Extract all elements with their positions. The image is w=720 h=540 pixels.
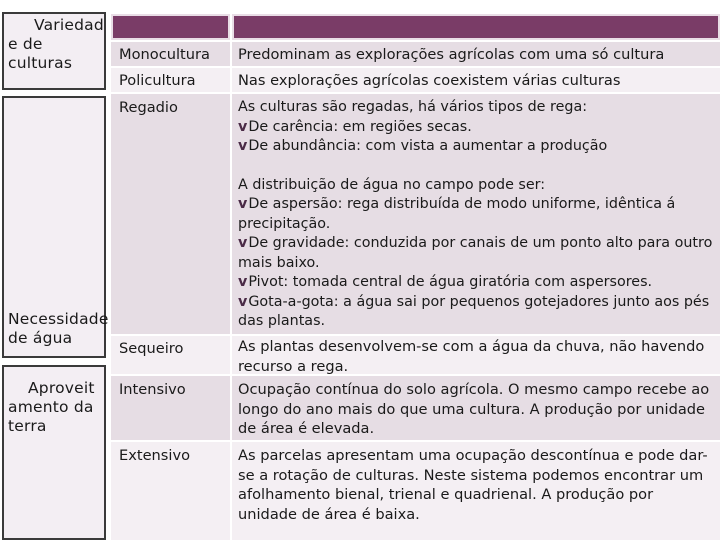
category-label-line: terra — [8, 417, 47, 435]
table-row-sequeiro — [111, 336, 720, 374]
term-cell: Monocultura — [111, 42, 230, 66]
bullet-item — [238, 137, 714, 157]
table-row-monocultura — [111, 42, 720, 66]
diamond-bullet-icon: v — [238, 196, 248, 212]
description-cell — [232, 94, 720, 334]
term-cell: Extensivo — [111, 442, 230, 540]
table-row-regadio — [111, 94, 720, 334]
category-label-line: e de — [8, 35, 43, 53]
category-label-line: Variedad — [34, 16, 104, 34]
description-cell: As plantas desenvolvem-se com a água da chuva, não havendo recurso a rega. — [232, 336, 720, 374]
category-label-line: Aproveit — [28, 379, 95, 397]
description-cell: Predominam as explorações agrícolas com uma só cultura — [232, 42, 720, 66]
bullet-text: De carência: em regiões secas. — [248, 118, 472, 135]
bullet-item — [238, 118, 714, 138]
table-row-intensivo — [111, 376, 720, 440]
category-label-line: de água — [8, 329, 73, 347]
diamond-bullet-icon: v — [238, 274, 248, 290]
diamond-bullet-icon: v — [238, 138, 248, 154]
bullet-text: Pivot: tomada central de água giratória com aspersores. — [248, 274, 653, 290]
description-cell: Nas explorações agrícolas coexistem várias culturas — [232, 68, 720, 92]
category-aproveitamento-da-terra — [2, 365, 106, 540]
table-row-extensivo — [111, 442, 720, 540]
term-cell: Intensivo — [111, 376, 230, 440]
category-necessidade-de-agua — [2, 96, 109, 358]
table-header-cell-description — [232, 14, 720, 40]
description-cell: Ocupação contínua do solo agrícola. O mesmo campo recebe ao longo do ano mais do que uma cultura. A produção por unidade de área é elevada. — [232, 376, 720, 440]
category-label-line: culturas — [8, 54, 73, 72]
term-cell: Regadio — [111, 94, 230, 334]
diamond-bullet-icon: v — [238, 293, 248, 310]
bullet-item — [238, 195, 714, 234]
category-variedade-de-culturas — [2, 12, 106, 90]
spacer — [238, 157, 714, 176]
term-cell: Policultura — [111, 68, 230, 92]
bullet-text: Gota-a-gota: a água sai por pequenos gotejadores junto aos pés das plantas. — [238, 293, 710, 329]
term-cell: Sequeiro — [111, 336, 230, 374]
table-header-cell-term — [111, 14, 230, 40]
category-label — [8, 310, 109, 348]
bullet-text: De abundância: com vista a aumentar a produção — [248, 138, 608, 154]
category-label-line: Necessidade — [8, 310, 109, 328]
left-category-column — [0, 0, 110, 540]
diamond-bullet-icon: v — [238, 235, 248, 251]
description-cell: As parcelas apresentam uma ocupação descontínua e pode dar-se a rotação de culturas. Neste sistema podemos encontrar um afolhamento bienal, trienal e quadrienal. A produção por unidade de área é baixa. — [232, 442, 720, 540]
description-line: As culturas são regadas, há vários tipos de rega: — [238, 99, 588, 115]
bullet-text: De gravidade: conduzida por canais de um ponto alto para outro mais baixo. — [238, 235, 713, 271]
category-label-line: amento da — [8, 398, 94, 416]
bullet-text: De aspersão: rega distribuída de modo uniforme, idêntica á precipitação. — [238, 196, 676, 232]
bullet-item — [238, 293, 714, 332]
bullet-item — [238, 273, 714, 293]
diamond-bullet-icon: v — [238, 118, 248, 135]
table-row-policultura — [111, 68, 720, 92]
bullet-item — [238, 234, 714, 273]
description-line: A distribuição de água no campo pode ser: — [238, 176, 546, 193]
